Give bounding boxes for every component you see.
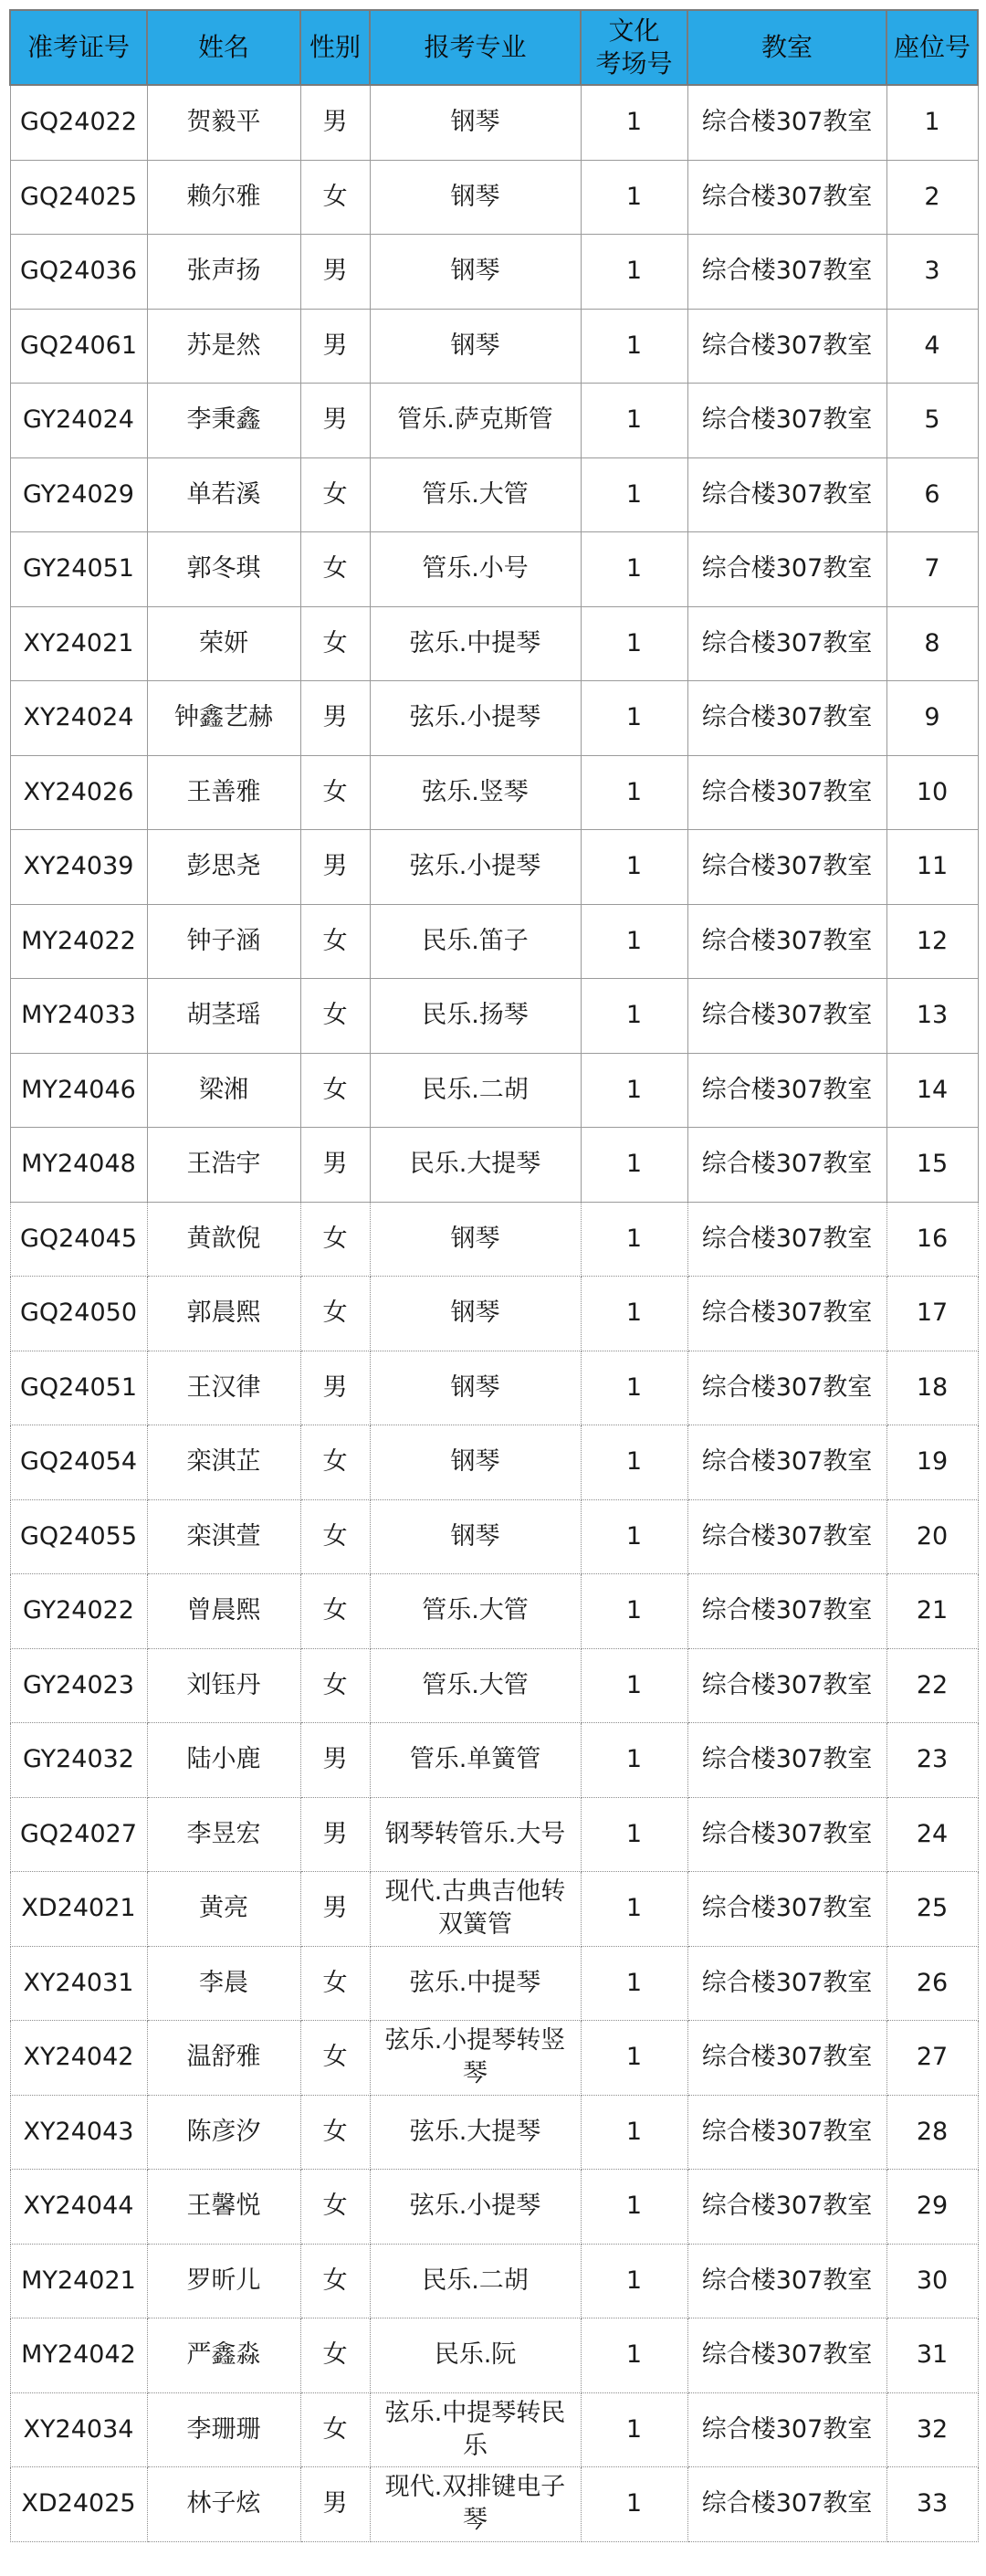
header-name: 姓名 <box>147 10 300 85</box>
cell-exam-id: XY24026 <box>10 755 147 830</box>
table-row <box>10 1351 978 1425</box>
table-row <box>10 2095 978 2170</box>
cell-name: 温舒雅 <box>147 2021 300 2096</box>
cell-name: 郭晨熙 <box>147 1277 300 1351</box>
cell-culture-room: 1 <box>581 2170 687 2245</box>
cell-seat: 13 <box>886 979 978 1054</box>
cell-culture-room: 1 <box>581 755 687 830</box>
cell-gender: 女 <box>300 606 370 681</box>
cell-classroom: 综合楼307教室 <box>687 2170 886 2245</box>
header-major: 报考专业 <box>370 10 581 85</box>
cell-seat: 33 <box>886 2467 978 2542</box>
cell-major: 钢琴 <box>370 1277 581 1351</box>
table-row <box>10 1128 978 1203</box>
cell-seat: 31 <box>886 2318 978 2393</box>
cell-gender: 男 <box>300 2467 370 2542</box>
cell-gender: 女 <box>300 979 370 1054</box>
cell-culture-room: 1 <box>581 1053 687 1128</box>
table-row <box>10 1574 978 1649</box>
cell-exam-id: MY24033 <box>10 979 147 1054</box>
cell-exam-id: MY24021 <box>10 2244 147 2318</box>
cell-gender: 男 <box>300 1872 370 1947</box>
table-row <box>10 2318 978 2393</box>
cell-gender: 男 <box>300 384 370 458</box>
cell-name: 黄歆倪 <box>147 1202 300 1277</box>
cell-major: 钢琴 <box>370 85 581 160</box>
cell-culture-room: 1 <box>581 1872 687 1947</box>
cell-classroom: 综合楼307教室 <box>687 309 886 384</box>
cell-exam-id: XD24025 <box>10 2467 147 2542</box>
cell-name: 王善雅 <box>147 755 300 830</box>
cell-name: 梁湘 <box>147 1053 300 1128</box>
cell-name: 李昱宏 <box>147 1797 300 1872</box>
cell-seat: 3 <box>886 235 978 310</box>
cell-classroom: 综合楼307教室 <box>687 1872 886 1947</box>
cell-culture-room: 1 <box>581 1723 687 1798</box>
cell-major: 弦乐.小提琴 <box>370 681 581 756</box>
cell-culture-room: 1 <box>581 1277 687 1351</box>
cell-gender: 女 <box>300 2392 370 2467</box>
cell-exam-id: GQ24054 <box>10 1425 147 1500</box>
cell-name: 张声扬 <box>147 235 300 310</box>
table-row <box>10 2467 978 2542</box>
cell-seat: 16 <box>886 1202 978 1277</box>
table-row <box>10 2170 978 2245</box>
cell-culture-room: 1 <box>581 1648 687 1723</box>
cell-seat: 12 <box>886 904 978 979</box>
cell-exam-id: XY24042 <box>10 2021 147 2096</box>
cell-major: 弦乐.竖琴 <box>370 755 581 830</box>
cell-culture-room: 1 <box>581 532 687 607</box>
cell-name: 贺毅平 <box>147 85 300 160</box>
cell-name: 黄亮 <box>147 1872 300 1947</box>
cell-seat: 15 <box>886 1128 978 1203</box>
cell-culture-room: 1 <box>581 1202 687 1277</box>
cell-major: 管乐.大管 <box>370 457 581 532</box>
cell-culture-room: 1 <box>581 2467 687 2542</box>
cell-seat: 7 <box>886 532 978 607</box>
cell-culture-room: 1 <box>581 1351 687 1425</box>
table-row <box>10 2021 978 2096</box>
cell-major: 弦乐.小提琴 <box>370 830 581 905</box>
table-row <box>10 681 978 756</box>
cell-exam-id: GY24051 <box>10 532 147 607</box>
cell-exam-id: XY24024 <box>10 681 147 756</box>
header-classroom: 教室 <box>687 10 886 85</box>
cell-seat: 11 <box>886 830 978 905</box>
cell-seat: 17 <box>886 1277 978 1351</box>
table-row <box>10 2392 978 2467</box>
cell-classroom: 综合楼307教室 <box>687 384 886 458</box>
cell-exam-id: XY24021 <box>10 606 147 681</box>
cell-seat: 2 <box>886 160 978 235</box>
cell-exam-id: GY24024 <box>10 384 147 458</box>
cell-classroom: 综合楼307教室 <box>687 235 886 310</box>
cell-major: 民乐.阮 <box>370 2318 581 2393</box>
cell-classroom: 综合楼307教室 <box>687 1053 886 1128</box>
cell-name: 刘钰丹 <box>147 1648 300 1723</box>
cell-classroom: 综合楼307教室 <box>687 1574 886 1649</box>
cell-name: 李珊珊 <box>147 2392 300 2467</box>
header-exam-id: 准考证号 <box>10 10 147 85</box>
table-row <box>10 1797 978 1872</box>
table-row <box>10 85 978 160</box>
table-row <box>10 1277 978 1351</box>
cell-classroom: 综合楼307教室 <box>687 681 886 756</box>
table-row <box>10 1648 978 1723</box>
cell-gender: 女 <box>300 904 370 979</box>
table-row <box>10 830 978 905</box>
cell-major: 弦乐.中提琴 <box>370 606 581 681</box>
cell-major: 钢琴 <box>370 1499 581 1574</box>
cell-major: 民乐.大提琴 <box>370 1128 581 1203</box>
cell-seat: 29 <box>886 2170 978 2245</box>
cell-name: 陈彦汐 <box>147 2095 300 2170</box>
cell-gender: 女 <box>300 2095 370 2170</box>
cell-culture-room: 1 <box>581 85 687 160</box>
cell-exam-id: MY24048 <box>10 1128 147 1203</box>
table-body <box>10 85 978 2541</box>
cell-gender: 女 <box>300 160 370 235</box>
cell-gender: 女 <box>300 1648 370 1723</box>
cell-major: 民乐.笛子 <box>370 904 581 979</box>
header-culture-room-label: 文化 考场号 <box>595 16 673 79</box>
cell-gender: 女 <box>300 1946 370 2021</box>
cell-culture-room: 1 <box>581 384 687 458</box>
cell-major: 钢琴 <box>370 1202 581 1277</box>
cell-exam-id: MY24022 <box>10 904 147 979</box>
cell-seat: 5 <box>886 384 978 458</box>
cell-classroom: 综合楼307教室 <box>687 160 886 235</box>
cell-exam-id: GQ24036 <box>10 235 147 310</box>
cell-gender: 男 <box>300 830 370 905</box>
cell-gender: 女 <box>300 1277 370 1351</box>
cell-major: 管乐.萨克斯管 <box>370 384 581 458</box>
cell-seat: 30 <box>886 2244 978 2318</box>
cell-major: 弦乐.小提琴 <box>370 2170 581 2245</box>
cell-exam-id: GQ24055 <box>10 1499 147 1574</box>
cell-major: 管乐.大管 <box>370 1574 581 1649</box>
cell-classroom: 综合楼307教室 <box>687 1946 886 2021</box>
table-row <box>10 160 978 235</box>
cell-name: 曾晨熙 <box>147 1574 300 1649</box>
cell-name: 栾淇萱 <box>147 1499 300 1574</box>
table-row <box>10 1872 978 1947</box>
cell-gender: 男 <box>300 1128 370 1203</box>
cell-gender: 女 <box>300 1053 370 1128</box>
table-row <box>10 1202 978 1277</box>
cell-major: 现代.古典吉他转双簧管 <box>370 1872 581 1947</box>
cell-classroom: 综合楼307教室 <box>687 830 886 905</box>
table-row <box>10 1053 978 1128</box>
cell-major: 钢琴 <box>370 309 581 384</box>
cell-seat: 18 <box>886 1351 978 1425</box>
cell-exam-id: XY24034 <box>10 2392 147 2467</box>
cell-seat: 14 <box>886 1053 978 1128</box>
cell-seat: 27 <box>886 2021 978 2096</box>
cell-culture-room: 1 <box>581 1946 687 2021</box>
table-row <box>10 904 978 979</box>
header-gender: 性别 <box>300 10 370 85</box>
cell-classroom: 综合楼307教室 <box>687 606 886 681</box>
cell-culture-room: 1 <box>581 1128 687 1203</box>
cell-classroom: 综合楼307教室 <box>687 2095 886 2170</box>
cell-name: 王汉律 <box>147 1351 300 1425</box>
cell-classroom: 综合楼307教室 <box>687 2021 886 2096</box>
cell-major: 民乐.扬琴 <box>370 979 581 1054</box>
cell-name: 钟鑫艺赫 <box>147 681 300 756</box>
cell-gender: 女 <box>300 532 370 607</box>
cell-seat: 10 <box>886 755 978 830</box>
cell-classroom: 综合楼307教室 <box>687 1128 886 1203</box>
cell-gender: 女 <box>300 2318 370 2393</box>
cell-exam-id: XY24039 <box>10 830 147 905</box>
cell-classroom: 综合楼307教室 <box>687 979 886 1054</box>
cell-culture-room: 1 <box>581 2021 687 2096</box>
cell-classroom: 综合楼307教室 <box>687 457 886 532</box>
cell-gender: 男 <box>300 681 370 756</box>
cell-classroom: 综合楼307教室 <box>687 1797 886 1872</box>
cell-classroom: 综合楼307教室 <box>687 2318 886 2393</box>
cell-culture-room: 1 <box>581 235 687 310</box>
cell-name: 郭冬琪 <box>147 532 300 607</box>
cell-major: 钢琴 <box>370 235 581 310</box>
cell-major: 管乐.小号 <box>370 532 581 607</box>
cell-culture-room: 1 <box>581 681 687 756</box>
cell-classroom: 综合楼307教室 <box>687 1723 886 1798</box>
cell-name: 王馨悦 <box>147 2170 300 2245</box>
cell-gender: 女 <box>300 2021 370 2096</box>
cell-seat: 24 <box>886 1797 978 1872</box>
cell-exam-id: GQ24022 <box>10 85 147 160</box>
cell-seat: 6 <box>886 457 978 532</box>
cell-seat: 4 <box>886 309 978 384</box>
cell-gender: 男 <box>300 235 370 310</box>
cell-name: 栾淇芷 <box>147 1425 300 1500</box>
table-row <box>10 606 978 681</box>
cell-culture-room: 1 <box>581 160 687 235</box>
cell-culture-room: 1 <box>581 979 687 1054</box>
cell-seat: 22 <box>886 1648 978 1723</box>
cell-classroom: 综合楼307教室 <box>687 532 886 607</box>
cell-classroom: 综合楼307教室 <box>687 1202 886 1277</box>
cell-name: 王浩宇 <box>147 1128 300 1203</box>
table-row <box>10 384 978 458</box>
cell-gender: 女 <box>300 755 370 830</box>
cell-exam-id: GY24032 <box>10 1723 147 1798</box>
header-row <box>10 10 978 85</box>
cell-seat: 28 <box>886 2095 978 2170</box>
cell-seat: 25 <box>886 1872 978 1947</box>
cell-major: 现代.双排键电子琴 <box>370 2467 581 2542</box>
cell-gender: 男 <box>300 309 370 384</box>
cell-gender: 男 <box>300 1351 370 1425</box>
cell-gender: 男 <box>300 85 370 160</box>
cell-classroom: 综合楼307教室 <box>687 1499 886 1574</box>
cell-name: 严鑫淼 <box>147 2318 300 2393</box>
cell-gender: 女 <box>300 2244 370 2318</box>
cell-classroom: 综合楼307教室 <box>687 1277 886 1351</box>
cell-name: 林子炫 <box>147 2467 300 2542</box>
cell-exam-id: GY24023 <box>10 1648 147 1723</box>
cell-exam-id: GQ24025 <box>10 160 147 235</box>
cell-name: 罗昕儿 <box>147 2244 300 2318</box>
cell-classroom: 综合楼307教室 <box>687 904 886 979</box>
cell-major: 钢琴 <box>370 160 581 235</box>
cell-major: 弦乐.大提琴 <box>370 2095 581 2170</box>
cell-seat: 9 <box>886 681 978 756</box>
cell-gender: 女 <box>300 1499 370 1574</box>
cell-classroom: 综合楼307教室 <box>687 2467 886 2542</box>
cell-culture-room: 1 <box>581 1425 687 1500</box>
cell-culture-room: 1 <box>581 1574 687 1649</box>
cell-seat: 32 <box>886 2392 978 2467</box>
cell-seat: 8 <box>886 606 978 681</box>
cell-gender: 女 <box>300 2170 370 2245</box>
cell-classroom: 综合楼307教室 <box>687 1425 886 1500</box>
cell-name: 李晨 <box>147 1946 300 2021</box>
cell-exam-id: XY24043 <box>10 2095 147 2170</box>
cell-seat: 20 <box>886 1499 978 1574</box>
cell-culture-room: 1 <box>581 904 687 979</box>
cell-major: 弦乐.小提琴转竖琴 <box>370 2021 581 2096</box>
cell-classroom: 综合楼307教室 <box>687 2244 886 2318</box>
cell-name: 赖尔雅 <box>147 160 300 235</box>
cell-gender: 女 <box>300 1425 370 1500</box>
cell-culture-room: 1 <box>581 309 687 384</box>
cell-classroom: 综合楼307教室 <box>687 85 886 160</box>
header-seat: 座位号 <box>886 10 978 85</box>
cell-seat: 1 <box>886 85 978 160</box>
cell-exam-id: XY24031 <box>10 1946 147 2021</box>
table-row <box>10 532 978 607</box>
table-row <box>10 755 978 830</box>
cell-culture-room: 1 <box>581 1499 687 1574</box>
cell-culture-room: 1 <box>581 457 687 532</box>
cell-major: 钢琴转管乐.大号 <box>370 1797 581 1872</box>
cell-gender: 女 <box>300 457 370 532</box>
cell-major: 民乐.二胡 <box>370 2244 581 2318</box>
cell-name: 李秉鑫 <box>147 384 300 458</box>
cell-name: 单若溪 <box>147 457 300 532</box>
cell-culture-room: 1 <box>581 830 687 905</box>
cell-culture-room: 1 <box>581 2318 687 2393</box>
cell-classroom: 综合楼307教室 <box>687 2392 886 2467</box>
cell-gender: 女 <box>300 1574 370 1649</box>
table-row <box>10 979 978 1054</box>
cell-exam-id: XD24021 <box>10 1872 147 1947</box>
table-row <box>10 457 978 532</box>
cell-culture-room: 1 <box>581 1797 687 1872</box>
cell-culture-room: 1 <box>581 2095 687 2170</box>
cell-name: 胡茎瑶 <box>147 979 300 1054</box>
cell-name: 陆小鹿 <box>147 1723 300 1798</box>
header-culture-room <box>581 10 687 85</box>
cell-culture-room: 1 <box>581 606 687 681</box>
cell-exam-id: GQ24061 <box>10 309 147 384</box>
table-row <box>10 2244 978 2318</box>
cell-major: 管乐.单簧管 <box>370 1723 581 1798</box>
table-header <box>10 10 978 85</box>
cell-major: 弦乐.中提琴 <box>370 1946 581 2021</box>
cell-major: 弦乐.中提琴转民乐 <box>370 2392 581 2467</box>
table-row <box>10 1425 978 1500</box>
table-row <box>10 1946 978 2021</box>
cell-classroom: 综合楼307教室 <box>687 1351 886 1425</box>
cell-major: 民乐.二胡 <box>370 1053 581 1128</box>
cell-major: 钢琴 <box>370 1425 581 1500</box>
cell-name: 钟子涵 <box>147 904 300 979</box>
cell-major: 管乐.大管 <box>370 1648 581 1723</box>
cell-seat: 26 <box>886 1946 978 2021</box>
cell-gender: 男 <box>300 1723 370 1798</box>
table-row <box>10 1723 978 1798</box>
cell-name: 荣妍 <box>147 606 300 681</box>
cell-exam-id: GQ24051 <box>10 1351 147 1425</box>
cell-exam-id: MY24042 <box>10 2318 147 2393</box>
table-row <box>10 1499 978 1574</box>
cell-exam-id: GY24022 <box>10 1574 147 1649</box>
cell-exam-id: GQ24045 <box>10 1202 147 1277</box>
cell-classroom: 综合楼307教室 <box>687 1648 886 1723</box>
cell-seat: 19 <box>886 1425 978 1500</box>
cell-culture-room: 1 <box>581 2392 687 2467</box>
table-row <box>10 235 978 310</box>
cell-seat: 21 <box>886 1574 978 1649</box>
cell-exam-id: GY24029 <box>10 457 147 532</box>
cell-name: 苏是然 <box>147 309 300 384</box>
cell-gender: 女 <box>300 1202 370 1277</box>
cell-exam-id: MY24046 <box>10 1053 147 1128</box>
cell-culture-room: 1 <box>581 2244 687 2318</box>
cell-exam-id: XY24044 <box>10 2170 147 2245</box>
cell-gender: 男 <box>300 1797 370 1872</box>
cell-classroom: 综合楼307教室 <box>687 755 886 830</box>
cell-exam-id: GQ24050 <box>10 1277 147 1351</box>
cell-major: 钢琴 <box>370 1351 581 1425</box>
cell-exam-id: GQ24027 <box>10 1797 147 1872</box>
table-row <box>10 309 978 384</box>
cell-name: 彭思尧 <box>147 830 300 905</box>
seat-assignment-table <box>9 9 979 2542</box>
cell-seat: 23 <box>886 1723 978 1798</box>
